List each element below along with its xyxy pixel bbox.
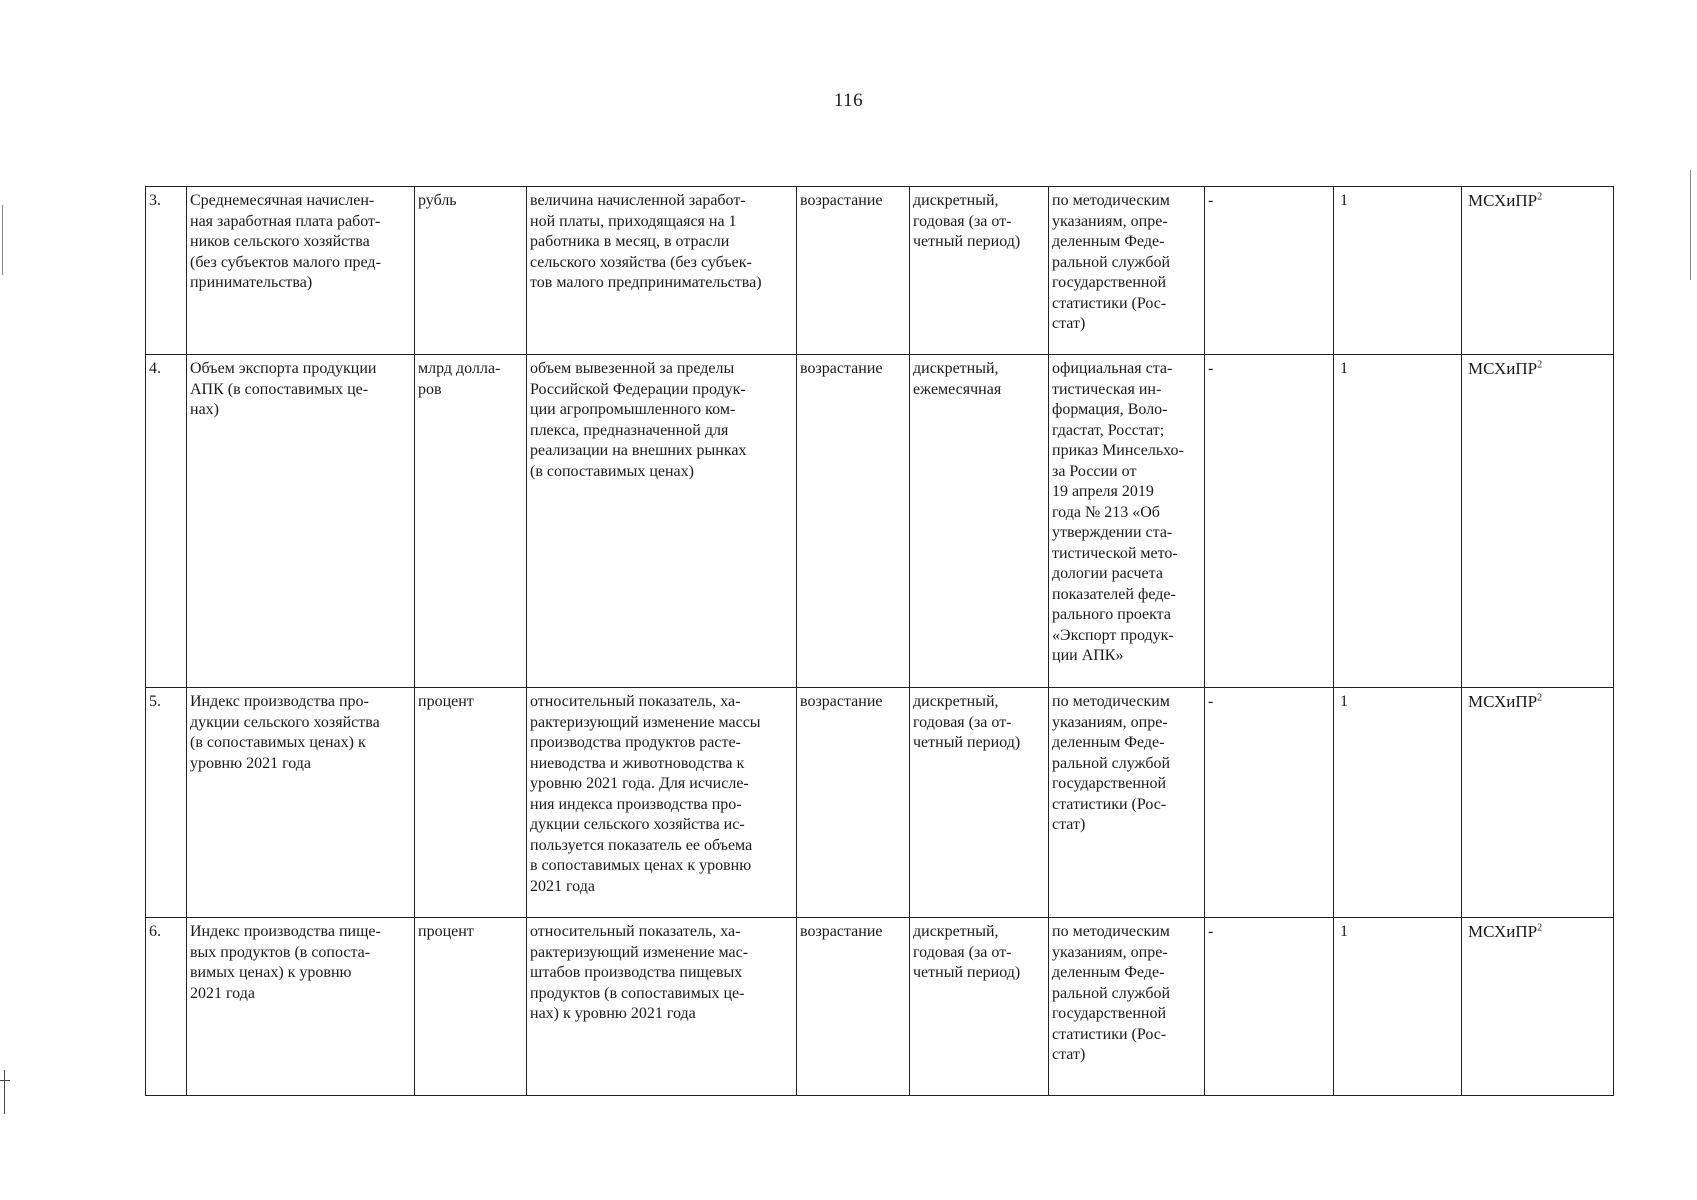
indicator-definition: величина начисленной заработ- ной платы, приходящаяся на 1 работника в месяц, в отрасли сельского хозяйства (без субъек- тов малого предпринимательства) (527, 187, 797, 355)
row-number: 4. (146, 355, 187, 688)
row-number: 3. (146, 187, 187, 355)
column-9-value: 1 (1334, 355, 1462, 688)
calculation-method: по методическим указаниям, опре- деленным Феде- ральной службой государственной статистики (Рос- стат) (1049, 187, 1205, 355)
periodicity: дискретный, годовая (за от- четный период) (910, 688, 1049, 918)
calculation-method: по методическим указаниям, опре- деленным Феде- ральной службой государственной статистики (Рос- стат) (1049, 918, 1205, 1096)
indicator-definition: объем вывезенной за пределы Российской Федерации продук- ции агропромышленного ком- плекса, предназначенной для реализации на внешних рынках (в сопоставимых ценах) (527, 355, 797, 688)
periodicity: дискретный, годовая (за от- четный период) (910, 918, 1049, 1096)
unit-of-measure: процент (415, 918, 527, 1096)
table-row (146, 688, 1614, 918)
periodicity: дискретный, ежемесячная (910, 355, 1049, 688)
table-row (146, 918, 1614, 1096)
periodicity: дискретный, годовая (за от- четный период) (910, 187, 1049, 355)
agency-name: МСХиПР (1468, 191, 1538, 210)
unit-of-measure: млрд долла- ров (415, 355, 527, 688)
desired-trend: возрастание (797, 187, 910, 355)
unit-of-measure: рубль (415, 187, 527, 355)
indicator-definition: относительный показатель, ха- рактеризующий изменение мас- штабов производства пищевых продуктов (в сопоставимых це- нах) к уровню 2021 года (527, 918, 797, 1096)
column-8-value: - (1205, 187, 1334, 355)
scan-margin-mark (1690, 170, 1691, 280)
responsible-agency (1462, 688, 1614, 918)
column-8-value: - (1205, 355, 1334, 688)
footnote-marker: 2 (1537, 922, 1543, 934)
agency-name: МСХиПР (1468, 359, 1538, 378)
indicator-name: Объем экспорта продукции АПК (в сопоставимых це- нах) (187, 355, 415, 688)
scan-margin-mark (4, 1070, 5, 1114)
calculation-method: по методическим указаниям, опре- деленным Феде- ральной службой государственной статистики (Рос- стат) (1049, 688, 1205, 918)
indicator-name: Индекс производства про- дукции сельского хозяйства (в сопоставимых ценах) к уровню 2021 года (187, 688, 415, 918)
responsible-agency (1462, 187, 1614, 355)
unit-of-measure: процент (415, 688, 527, 918)
desired-trend: возрастание (797, 918, 910, 1096)
row-number: 6. (146, 918, 187, 1096)
calculation-method: официальная ста- тистическая ин- формация, Воло- гдастат, Росстат; приказ Минсельхо- за России от 19 апреля 2019 года № 213 «Об утверждении ста- тистической мето- дологии расчета показателей феде- рального проекта «Экспорт продук- ции АПК» (1049, 355, 1205, 688)
page-number: 116 (833, 90, 864, 111)
indicator-name: Среднемесячная начислен- ная заработная плата работ- ников сельского хозяйства (без субъектов малого пред- принимательства) (187, 187, 415, 355)
agency-name: МСХиПР (1468, 692, 1538, 711)
column-9-value: 1 (1334, 688, 1462, 918)
responsible-agency (1462, 355, 1614, 688)
desired-trend: возрастание (797, 688, 910, 918)
column-9-value: 1 (1334, 918, 1462, 1096)
column-8-value: - (1205, 688, 1334, 918)
indicator-name: Индекс производства пище- вых продуктов (в сопоста- вимых ценах) к уровню 2021 года (187, 918, 415, 1096)
table-row (146, 187, 1614, 355)
scan-margin-mark (0, 1080, 10, 1081)
footnote-marker: 2 (1537, 191, 1543, 203)
column-9-value: 1 (1334, 187, 1462, 355)
table-row (146, 355, 1614, 688)
footnote-marker: 2 (1537, 692, 1543, 704)
row-number: 5. (146, 688, 187, 918)
responsible-agency (1462, 918, 1614, 1096)
scan-margin-mark (2, 205, 3, 275)
footnote-marker: 2 (1537, 359, 1543, 371)
desired-trend: возрастание (797, 355, 910, 688)
column-8-value: - (1205, 918, 1334, 1096)
agency-name: МСХиПР (1468, 922, 1538, 941)
indicators-table (145, 186, 1614, 1096)
indicator-definition: относительный показатель, ха- рактеризующий изменение массы производства продуктов расте- ниеводства и животноводства к уровню 2021 года. Для исчисле- ния индекса производства про- дукции сельского хозяйства ис- пользуется показатель ее объема в сопоставимых ценах к уровню 2021 года (527, 688, 797, 918)
